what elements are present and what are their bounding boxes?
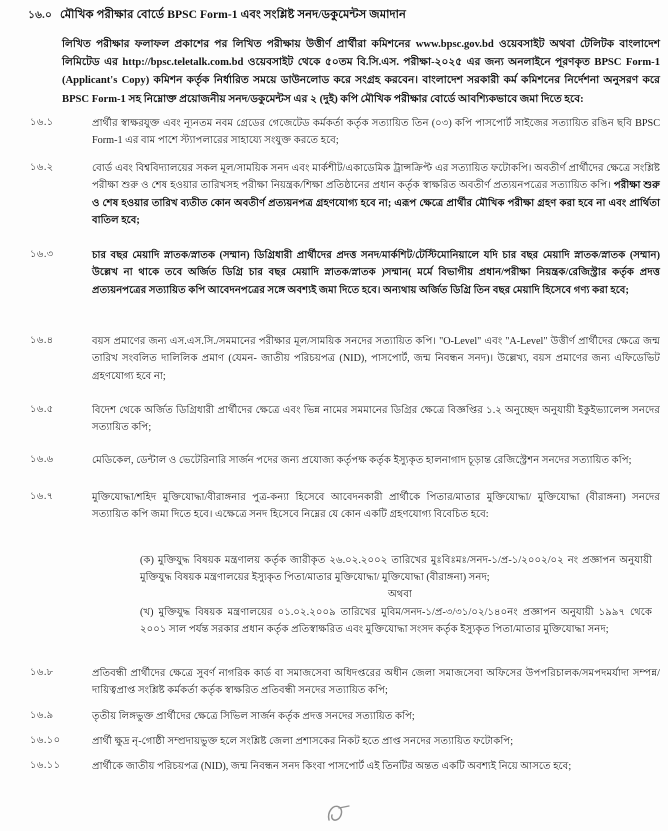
- section-number: ১৬.০: [28, 10, 52, 21]
- clause-row: [0, 489, 668, 524]
- clause-row: [0, 758, 668, 775]
- clause-text: [92, 160, 668, 230]
- clause-text: প্রার্থী ক্ষুদ্র নৃ-গোষ্ঠী সম্প্রদায়ভুক্ত হলে সংশ্লিষ্ট জেলা প্রশাসকের নিকট হতে প্রাপ্ত সনদের সত্যায়িত ফটোকপি;: [92, 736, 514, 747]
- clause-row: [0, 333, 668, 385]
- clause-text: মেডিকেল, ডেন্টাল ও ভেটেরিনারি সার্জন পদের জন্য প্রযোজ্য কর্তৃপক্ষ কর্তৃক ইস্যুকৃত হালনাগাদ চূড়ান্ত রেজিস্ট্রেশন সনদের সত্যায়িত কপি;: [92, 455, 632, 466]
- subitem-ka: (ক) মুক্তিযুদ্ধ বিষয়ক মন্ত্রণালয় কর্তৃক জারীকৃত ২৬.০২.২০০২ তারিখের মুঃবিঃমঃ/সনদ-১/প্র-১/২০০২/০২ নং প্রজ্ঞাপন অনুযায়ী মুক্তিযুদ্ধ বিষয়ক মন্ত্রণালয়ের ইস্যুকৃত পিতা/মাতার মুক্তিযোদ্ধা/ মুক্তিযোদ্ধা (বীরাঙ্গনা) সনদ;: [140, 555, 652, 584]
- clause-number: ১৬.১১: [30, 760, 61, 771]
- page-title: মৌখিক পরীক্ষার বোর্ডে BPSC Form-1 এবং সংশ্লিষ্ট সনদ/ডকুমেন্টস জমাদান: [60, 8, 407, 21]
- signature-mark-icon: [325, 802, 355, 826]
- clause-number: ১৬.৭: [30, 491, 54, 502]
- clause-number: ১৬.২: [30, 162, 54, 173]
- clause-number: ১৬.১০: [30, 735, 61, 746]
- clause-number: ১৬.৮: [30, 667, 54, 678]
- clause-row: [0, 247, 668, 299]
- clause-text: বয়স প্রমাণের জন্য এস.এস.সি./সমমানের পরীক্ষার মূল/সাময়িক সনদের সত্যায়িত কপি। "O-Level" এবং "A-Level" উত্তীর্ণ প্রার্থীদের ক্ষেত্রে জন্ম তারিখ সংবলিত দালিলিক প্রমাণ (যেমন- জাতীয় পরিচয়পত্র (NID), পাসপোর্ট, জন্ম নিবন্ধন সনদ)। উল্লেখ্য, বয়স প্রমাণের জন্য এফিডেভিট গ্রহণযোগ্য হবে না;: [92, 336, 660, 382]
- clause-text-plain: বোর্ড এবং বিশ্ববিদ্যালয়ের সকল মূল/সাময়িক সনদ এবং মার্কশীট/একাডেমিক ট্রান্সক্রিপ্ট এর সত্যায়িত ফটোকপি। অবতীর্ণ প্রার্থীদের ক্ষেত্রে সংশ্লিষ্ট পরীক্ষা শুরু ও শেষ হওয়ার তারিখসহ পরীক্ষা নিয়ন্ত্রক/শিক্ষা প্রতিষ্ঠানের প্রধান কর্তৃক স্বাক্ষরিত অবতীর্ণ প্রত্যয়নপত্রের সত্যায়িত কপি।: [92, 163, 660, 192]
- clause-row: [0, 452, 668, 469]
- clause-number: ১৬.১: [30, 117, 54, 128]
- clause-text: মুক্তিযোদ্ধা/শহিদ মুক্তিযোদ্ধা/বীরাঙ্গনার পুত্র-কন্যা হিসেবে আবেদনকারী প্রার্থীকে পিতার/মাতার মুক্তিযোদ্ধা/ মুক্তিযোদ্ধা (বীরাঙ্গনা) সনদের সত্যায়িত কপি জমা দিতে হবে। এক্ষেত্রে সনদ হিসেবে নিম্নের যে কোন একটি গ্রহণযোগ্য বিবেচিত হবে:: [92, 492, 660, 521]
- clause-text: প্রতিবন্ধী প্রার্থীদের ক্ষেত্রে সুবর্ণ নাগরিক কার্ড বা সমাজসেবা অধিদপ্তরের অধীন জেলা সমাজসেবা অফিসের উপপরিচালক/সমপদমর্যাদা সম্পন্ন/দায়িত্বপ্রাপ্ত সংশ্লিষ্ট কর্মকর্তা কর্তৃক স্বাক্ষরিত প্রতিবন্ধী সনদের সত্যায়িত কপি;: [92, 668, 660, 697]
- clause-text: বিদেশ থেকে অর্জিত ডিগ্রিধারী প্রার্থীদের ক্ষেত্রে এবং ভিন্ন নামের সমমানের ডিগ্রির ক্ষেত্রে বিজ্ঞপ্তির ১.২ অনুচ্ছেদ অনুযায়ী ইকুইভ্যালেন্স সনদের সত্যায়িত কপি;: [92, 405, 660, 434]
- clause-number: ১৬.৪: [30, 335, 54, 346]
- section-heading: [0, 6, 668, 25]
- clause-text: চার বছর মেয়াদি স্নাতক/স্নাতক (সম্মান) ডিগ্রিধারী প্রার্থীদের প্রদত্ত সনদ/মার্কশিট/টেস্টিমোনিয়ালে যদি চার বছর মেয়াদি স্নাতক/স্নাতক (সম্মান) উল্লেখ না থাকে তবে অর্জিত ডিগ্রি চার বছর মেয়াদি স্নাতক/স্নাতক )সম্মান( মর্মে বিভাগীয় প্রধান/পরীক্ষা নিয়ন্ত্রক/রেজিস্ট্রার কর্তৃক প্রদত্ত প্রত্যয়নপত্রের সত্যায়িত কপি আবেদনপত্রের সঙ্গে অবশ্যই জমা দিতে হবে। অন্যথায় অর্জিত ডিগ্রি তিন বছর মেয়াদি হিসেবে গণ্য করা হবে;: [92, 250, 660, 296]
- clause-row: [0, 402, 668, 437]
- clause-number: ১৬.৯: [30, 710, 54, 721]
- clause-text-emphasis: পরীক্ষা শুরু ও শেষ হওয়ার তারিখ ব্যতীত কোন অবতীর্ণ প্রত্যয়নপত্র গ্রহণযোগ্য হবে না; এরূপ ক্ষেত্রে প্রার্থীর মৌখিক পরীক্ষা গ্রহণ করা হবে না এবং প্রার্থিতা বাতিল হবে;: [92, 180, 660, 227]
- clause-row: [0, 160, 668, 230]
- clause-row: [0, 733, 668, 750]
- subitem-or-separator: অথবা: [387, 589, 413, 600]
- clause-number: ১৬.৫: [30, 404, 54, 415]
- clause-number: ১৬.৬: [30, 454, 54, 465]
- clause-number: ১৬.৩: [30, 249, 54, 260]
- clause-text: প্রার্থীকে জাতীয় পরিচয়পত্র (NID), জন্ম নিবন্ধন সনদ কিংবা পাসপোর্ট এই তিনটির অন্তত একটি অবশ্যই নিয়ে আসতে হবে;: [92, 761, 572, 772]
- subitem-kha: (খ) মুক্তিযুদ্ধ বিষয়ক মন্ত্রণালয়ের ০১.০২.২০০৯ তারিখের মুবিম/সনদ-১/প্র-৩/৩১/০২/১৪০নং প্রজ্ঞাপন অনুযায়ী ১৯৯৭ থেকে ২০০১ সাল পর্যন্ত সরকার প্রধান কর্তৃক প্রতিস্বাক্ষরিত এবং মুক্তিযোদ্ধা সংসদ কর্তৃক ইস্যুকৃত পিতা/মাতার মুক্তিযোদ্ধা সনদ;: [140, 607, 652, 636]
- intro-paragraph: লিখিত পরীক্ষার ফলাফল প্রকাশের পর লিখিত পরীক্ষায় উত্তীর্ণ প্রার্থীরা কমিশনের www.bpsc.gov.bd ওয়েবসাইট অথবা টেলিটক বাংলাদেশ লিমিটেড এর http://bpsc.teletalk.com.bd ওয়েবসাইট থেকে ৫০তম বি.সি.এস. পরীক্ষা-২০২৫ এর জন্য অনলাইনে পূরণকৃত BPSC Form-1 (Applicant's Copy) কমিশন কর্তৃক নির্ধারিত সময়ে ডাউনলোড করে সংগ্রহ করবেন। বাংলাদেশ সরকারী কর্ম কমিশনের নির্দেশনা অনুসরণ করে BPSC Form-1 সহ নিম্নোক্ত প্রয়োজনীয় সনদ/ডকুমেন্টস এর ২ (দুই) কপি মৌখিক পরীক্ষার বোর্ডে আবশ্যিকভাবে জমা দিতে হবে:: [62, 39, 660, 105]
- clause-text: প্রার্থীর স্বাক্ষরযুক্ত এবং ন্যূনতম নবম গ্রেডের গেজেটেড কর্মকর্তা কর্তৃক সত্যায়িত তিন (০৩) কপি পাসপোর্ট সাইজের সত্যায়িত রঙিন ছবি BPSC Form-1 এর বাম পাশে স্ট্যাপলারের সাহায্যে সংযুক্ত করতে হবে;: [92, 118, 660, 147]
- clause-row: [0, 665, 668, 700]
- clause-row: [0, 115, 668, 150]
- clause-text: তৃতীয় লিঙ্গভুক্ত প্রার্থীদের ক্ষেত্রে সিভিল সার্জন কর্তৃক প্রদত্ত সনদের সত্যায়িত কপি;: [92, 711, 415, 722]
- clause-row: [0, 708, 668, 725]
